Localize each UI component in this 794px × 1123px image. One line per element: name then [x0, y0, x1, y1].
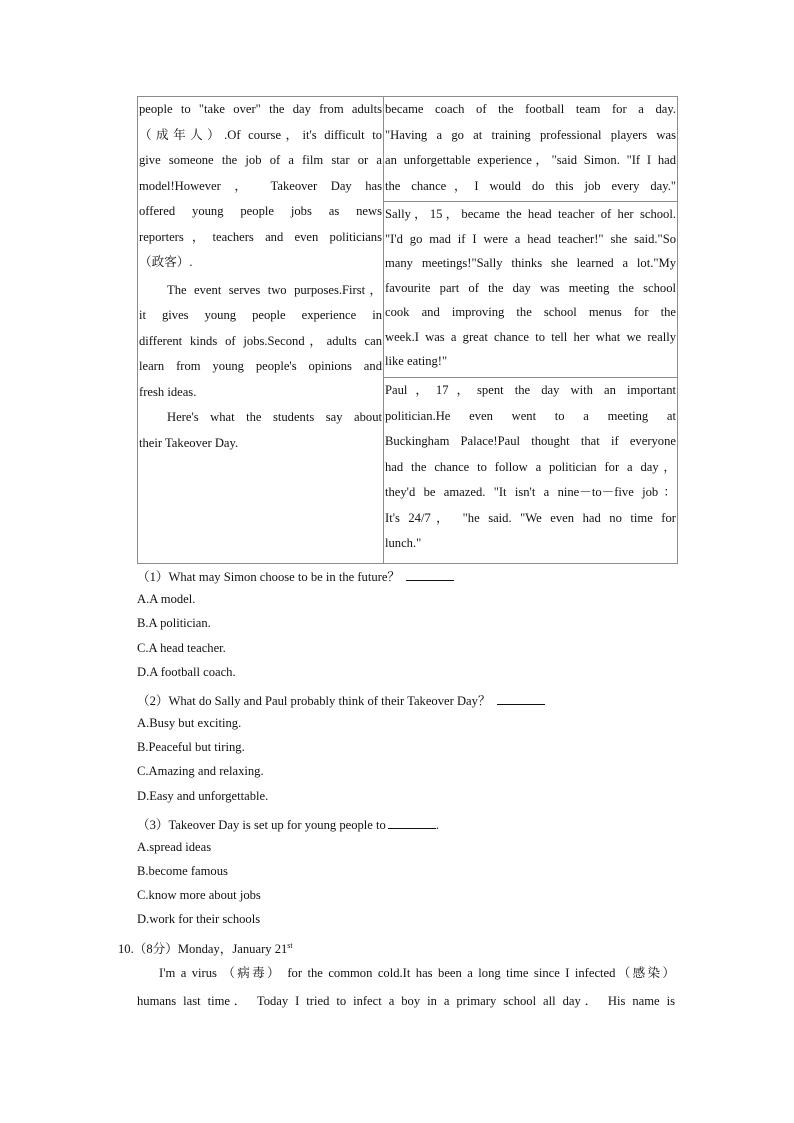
heading-superscript: st: [287, 940, 293, 950]
text-line: Paul，17，spent the day with an important: [385, 383, 676, 398]
text-line: became coach of the football team for a day.: [385, 102, 676, 116]
question-text: （3）Takeover Day is set up for young people to: [137, 818, 386, 832]
text-line: give someone the job of a film star or a: [139, 153, 382, 167]
table-left-cell: [138, 97, 384, 564]
text-line: The event serves two purposes.First，: [167, 282, 382, 297]
text-line: reporters，teachers and even politicians: [139, 229, 382, 244]
text-line: the chance，I would do this job every day.": [385, 178, 676, 193]
text-line: like eating!": [385, 354, 448, 369]
left-paragraph-3: [139, 405, 382, 456]
text-line: favourite part of the day was meeting the school: [385, 280, 676, 295]
question-1-stem: [137, 566, 454, 585]
text-line: Sally，15，became the head teacher of her school.: [385, 207, 676, 222]
text-line: offered young people jobs as news: [139, 204, 382, 218]
text-line: （政客）.: [139, 255, 193, 269]
question-text: （2）What do Sally and Paul probably think of their Takeover Day？: [137, 694, 491, 708]
question-3-option-d[interactable]: D.work for their schools: [137, 912, 261, 926]
text-line: week.I was a great chance to tell her what we really: [385, 329, 676, 344]
left-paragraph-1: [139, 97, 382, 276]
text-line: people to "take over" the day from adults: [139, 102, 382, 116]
text-line: many meetings!"Sally thinks she learned a lot."My: [385, 256, 676, 271]
text-line: it gives young people experience in: [139, 308, 382, 322]
question-2-stem: [137, 690, 545, 709]
text-line: an unforgettable experience，"said Simon. "If I had: [385, 153, 676, 167]
text-line: （成年人）.Of course，it's difficult to: [139, 127, 382, 142]
table-cell-paul: [384, 378, 678, 564]
text-line: different kinds of jobs.Second，adults can: [139, 333, 382, 348]
text-line: their Takeover Day.: [139, 435, 239, 450]
text-line: Here's what the students say about: [167, 410, 382, 424]
question-1-option-b[interactable]: B.A politician.: [137, 616, 211, 630]
text-line: "I'd go mad if I were a head teacher!" she said."So: [385, 231, 676, 246]
table-cell-simon: [384, 97, 678, 202]
question-text: （1）What may Simon choose to be in the future？: [137, 570, 401, 584]
reading-table: [137, 96, 678, 564]
question-2-option-b[interactable]: B.Peaceful but tiring.: [137, 740, 245, 754]
text-line: cook and improving the school menus for the: [385, 305, 676, 320]
text-line: politician.He even went to a meeting at: [385, 408, 676, 423]
answer-blank[interactable]: [388, 816, 436, 829]
text-line: "Having a go at training professional players was: [385, 127, 676, 142]
question-1-option-a[interactable]: A.A model.: [137, 592, 196, 606]
left-paragraph-2: [139, 278, 382, 406]
heading-text: 10.（8分）Monday，January 21: [118, 942, 288, 956]
section-10-heading: [118, 938, 293, 957]
text-line: model!However ， Takeover Day has: [139, 178, 382, 193]
question-stem-end: .: [435, 818, 439, 832]
question-3-option-a[interactable]: A.spread ideas: [137, 840, 212, 854]
question-3-option-c[interactable]: C.know more about jobs: [137, 888, 261, 902]
text-line: Buckingham Palace!Paul thought that if everyone: [385, 434, 676, 449]
answer-blank[interactable]: [497, 692, 545, 705]
text-line: they'd be amazed. "It isn't a nine－to－five job：: [385, 485, 676, 500]
text-line: learn from young people's opinions and: [139, 359, 382, 373]
answer-blank[interactable]: [406, 568, 454, 581]
question-1-option-d[interactable]: D.A football coach.: [137, 665, 236, 679]
question-3-option-b[interactable]: B.become famous: [137, 864, 228, 878]
passage-line: I'm a virus （病毒） for the common cold.It has been a long time since I infected（感染）: [159, 966, 675, 980]
text-line: lunch.": [385, 536, 422, 551]
table-cell-sally: [384, 202, 678, 378]
question-2-option-a[interactable]: A.Busy but exciting.: [137, 716, 242, 730]
question-2-option-d[interactable]: D.Easy and unforgettable.: [137, 789, 269, 803]
text-line: It's 24/7， "he said. "We even had no time for: [385, 510, 676, 525]
text-line: had the chance to follow a politician for a day，: [385, 459, 676, 474]
passage-line: humans last time． Today I tried to infect a boy in a primary school all day． His name is: [137, 994, 675, 1008]
question-2-option-c[interactable]: C.Amazing and relaxing.: [137, 764, 264, 778]
question-1-option-c[interactable]: C.A head teacher.: [137, 641, 226, 655]
question-3-stem: [137, 814, 439, 833]
text-line: fresh ideas.: [139, 384, 197, 399]
